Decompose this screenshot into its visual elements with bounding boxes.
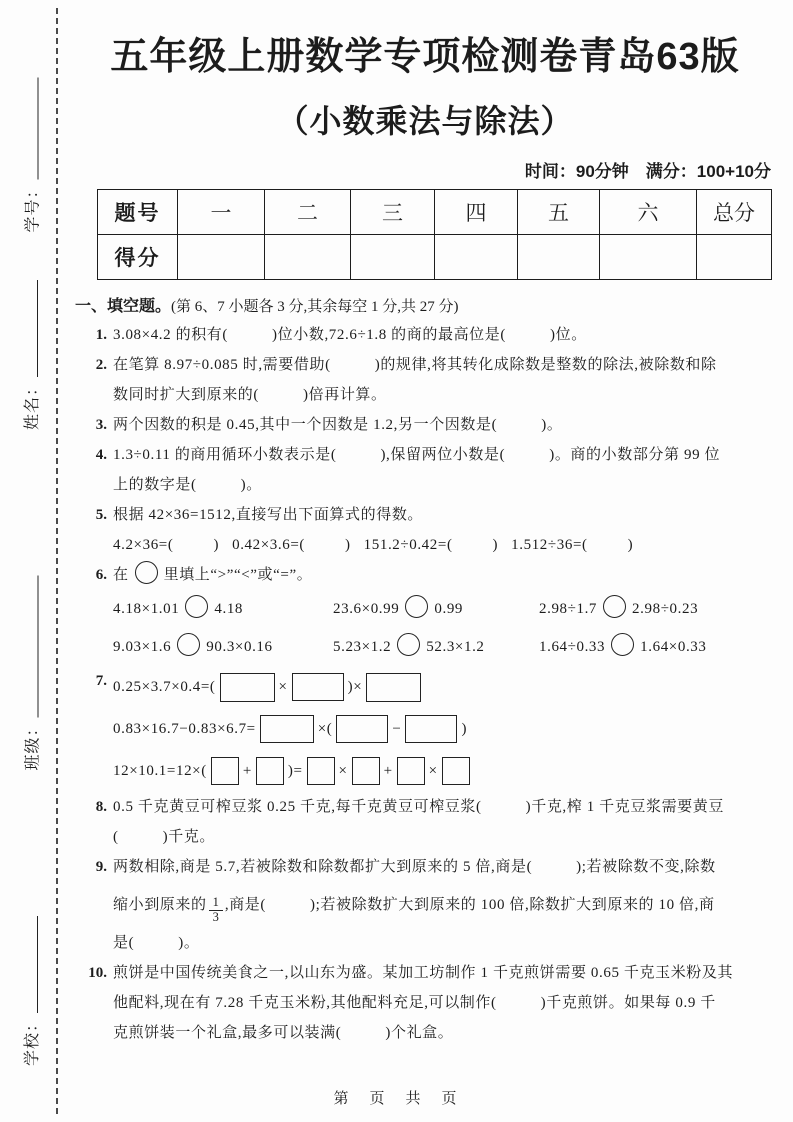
- margin-field-student-number: [16, 78, 46, 233]
- question-number: 1.: [95, 326, 107, 343]
- question-text: 两数相除,商是 5.7,若被除数和除数都扩大到原来的 5 倍,商是: [113, 858, 527, 875]
- question-line: [113, 628, 775, 666]
- answer-blank[interactable]: [129, 928, 184, 958]
- answer-blank[interactable]: [191, 470, 246, 500]
- question-body: [113, 560, 775, 666]
- question-body: [113, 320, 775, 350]
- question-body: [113, 350, 775, 410]
- question-text: 克煎饼装一个礼盒,最多可以装满: [113, 1024, 336, 1041]
- score-cell[interactable]: [265, 234, 351, 279]
- question-text: 2.98÷1.7: [539, 600, 598, 617]
- fraction-one-third: $\frac{1}{3}$: [209, 896, 223, 925]
- exam-info: 时间：90分钟 满分：100+10分: [524, 161, 771, 181]
- answer-box[interactable]: [352, 757, 380, 785]
- margin-field-student-name: [15, 280, 45, 430]
- question-text: 千克。: [168, 828, 216, 845]
- question-number: 6.: [95, 566, 107, 583]
- question-number: 7.: [95, 672, 107, 689]
- margin-field-class-name: [16, 576, 46, 771]
- answer-blank[interactable]: [491, 988, 546, 1018]
- answer-blank[interactable]: [336, 1018, 391, 1048]
- question-text: 52.3×1.2: [426, 638, 485, 655]
- comparison-item: [539, 590, 698, 628]
- question-4: [75, 440, 775, 500]
- section-one-header: [75, 293, 775, 316]
- question-text: 9.03×1.6: [113, 638, 172, 655]
- score-table-header: 一: [178, 189, 265, 234]
- question-text: 4.18×1.01: [113, 600, 180, 617]
- answer-box[interactable]: [405, 715, 457, 743]
- question-text: 数同时扩大到原来的: [113, 386, 254, 403]
- comparison-item: [113, 628, 333, 666]
- question-text: 90.3×0.16: [206, 638, 273, 655]
- question-text: 。: [546, 416, 563, 433]
- question-9: [75, 852, 775, 958]
- question-text: 4.2×36=: [113, 536, 168, 553]
- question-text: ;若被除数不变,除数: [581, 858, 716, 875]
- question-body: [113, 958, 775, 1048]
- question-text: 煎饼是中国传统美食之一,以山东为盛。某加工坊制作 1 千克煎饼需要 0.65 千克玉米粉及其: [113, 964, 734, 981]
- page-subtitle: （小数乘法与除法）: [276, 102, 574, 139]
- answer-box[interactable]: [292, 673, 344, 701]
- question-line: [113, 708, 775, 750]
- answer-blank[interactable]: [260, 882, 315, 928]
- score-cell[interactable]: [518, 234, 600, 279]
- question-text: 0.99: [434, 600, 464, 617]
- question-number: 9.: [95, 858, 107, 875]
- question-text: ×(: [317, 720, 333, 737]
- answer-blank[interactable]: [447, 530, 498, 560]
- score-table-header: 二: [265, 189, 351, 234]
- question-text: 12×10.1=12×(: [113, 762, 207, 779]
- answer-box[interactable]: [336, 715, 388, 743]
- comparison-circle[interactable]: [177, 633, 200, 656]
- question-5: [75, 500, 775, 560]
- question-body: [113, 500, 775, 560]
- score-table-header: 三: [351, 189, 435, 234]
- question-number: 2.: [95, 356, 107, 373]
- comparison-circle[interactable]: [603, 595, 626, 618]
- question-body: [113, 792, 775, 852]
- question-3: [75, 410, 775, 440]
- answer-box[interactable]: [397, 757, 425, 785]
- answer-box[interactable]: [366, 673, 421, 702]
- score-table: [97, 189, 772, 280]
- question-text: 是: [113, 934, 129, 951]
- answer-blank[interactable]: [168, 530, 219, 560]
- question-text: 。商的小数部分第 99 位: [554, 446, 721, 463]
- score-table-header: 总分: [697, 189, 772, 234]
- page-footer: 第 页 共 页: [333, 1090, 460, 1107]
- question-number: 4.: [95, 446, 107, 463]
- school-name-label: 学校：: [23, 1014, 41, 1066]
- question-text: 的规律,将其转化成除数是整数的除法,被除数和除: [380, 356, 717, 373]
- comparison-item: [333, 590, 539, 628]
- answer-blank[interactable]: [492, 410, 547, 440]
- answer-blank[interactable]: [222, 320, 277, 350]
- score-table-header: 五: [518, 189, 600, 234]
- question-text: )×: [347, 678, 363, 695]
- question-line: [113, 560, 775, 590]
- question-line: [113, 882, 775, 928]
- student-name-label: 姓名：: [23, 378, 41, 430]
- question-line: [113, 958, 775, 988]
- comparison-circle[interactable]: [405, 595, 428, 618]
- question-text: 位。: [555, 326, 587, 343]
- question-line: [113, 852, 775, 882]
- question-text: −: [392, 720, 402, 737]
- question-line: [113, 666, 775, 708]
- question-text: ;若被除数扩大到原来的 100 倍,除数扩大到原来的 10 倍,商: [315, 896, 715, 913]
- question-10: [75, 958, 775, 1048]
- question-text: 他配料,现在有 7.28 千克玉米粉,其他配料充足,可以制作: [113, 994, 492, 1011]
- answer-blank[interactable]: [500, 320, 555, 350]
- score-cell[interactable]: [697, 234, 772, 279]
- section-note: (第 6、7 小题各 3 分,其余每空 1 分,共 27 分): [171, 298, 459, 315]
- question-line: [113, 380, 775, 410]
- comparison-item: [539, 628, 707, 666]
- question-text: 。: [246, 476, 262, 493]
- question-text: 位小数,72.6÷1.8 的商的最高位是: [277, 326, 501, 343]
- question-text: 1.512÷36=: [511, 536, 582, 553]
- comparison-circle[interactable]: [135, 561, 158, 584]
- question-text: +: [383, 762, 393, 779]
- question-text: 0.83×16.7−0.83×6.7=: [113, 720, 256, 737]
- question-text: 里填上“>”“<”或“=”。: [163, 566, 313, 583]
- score-row-label: 得分: [98, 234, 178, 279]
- question-1: [75, 320, 775, 350]
- answer-blank[interactable]: [113, 822, 168, 852]
- question-8: [75, 792, 775, 852]
- question-text: 5.23×1.2: [333, 638, 392, 655]
- class-name-input-line[interactable]: [37, 576, 39, 718]
- answer-blank[interactable]: [500, 440, 555, 470]
- question-text: ,保留两位小数是: [386, 446, 500, 463]
- class-name-label: 班级：: [24, 719, 41, 771]
- student-name-input-line[interactable]: [36, 280, 38, 377]
- question-text: 根据 42×36=1512,直接写出下面算式的得数。: [113, 506, 424, 523]
- question-line: [113, 350, 775, 380]
- answer-box[interactable]: [256, 757, 284, 785]
- question-text: 1.3÷0.11 的商用循环小数表示是: [113, 446, 331, 463]
- question-text: 151.2÷0.42=: [363, 536, 447, 553]
- question-text: ,商是: [224, 896, 261, 913]
- question-line: [113, 590, 775, 628]
- question-text: 千克,榨 1 千克豆浆需要黄豆: [531, 798, 724, 815]
- answer-box[interactable]: [442, 757, 470, 785]
- answer-blank[interactable]: [325, 350, 380, 380]
- question-text: 0.42×3.6=: [232, 536, 300, 553]
- comparison-circle[interactable]: [611, 633, 634, 656]
- question-text: 3.08×4.2 的积有: [113, 326, 223, 343]
- score-table-header: 四: [435, 189, 518, 234]
- question-line: [113, 1018, 775, 1048]
- question-line: [113, 988, 775, 1018]
- margin-fold-line: [56, 8, 58, 1114]
- question-text: 在: [113, 566, 129, 583]
- question-line: [113, 500, 775, 530]
- question-line: [113, 470, 775, 500]
- question-text: 。: [183, 934, 200, 951]
- question-text: ×: [278, 678, 288, 695]
- question-list: [75, 320, 775, 1048]
- question-7: [75, 666, 775, 792]
- question-text: +: [242, 762, 252, 779]
- question-number: 5.: [95, 506, 107, 523]
- question-text: 0.25×3.7×0.4=(: [113, 678, 216, 695]
- question-line: [113, 440, 775, 470]
- question-body: [113, 410, 775, 440]
- question-line: [113, 750, 775, 792]
- score-table-corner-label: 题号: [98, 189, 178, 234]
- question-6: [75, 560, 775, 666]
- answer-box[interactable]: [211, 757, 239, 785]
- question-text: 2.98÷0.23: [632, 600, 699, 617]
- question-line: [113, 320, 775, 350]
- question-line: [113, 822, 775, 852]
- answer-box[interactable]: [220, 673, 275, 702]
- school-name-input-line[interactable]: [36, 916, 38, 1013]
- question-number: 3.: [95, 416, 107, 433]
- answer-blank[interactable]: [299, 530, 350, 560]
- score-cell[interactable]: [600, 234, 697, 279]
- section-title: 一、填空题。: [75, 297, 172, 315]
- question-2: [75, 350, 775, 410]
- student-number-input-line[interactable]: [37, 78, 39, 180]
- question-line: [113, 928, 775, 958]
- score-table-header: 六: [600, 189, 697, 234]
- answer-box[interactable]: [260, 715, 314, 743]
- comparison-circle[interactable]: [397, 633, 420, 656]
- answer-blank[interactable]: [253, 380, 308, 410]
- question-text: 缩小到原来的: [113, 896, 207, 913]
- question-text: 23.6×0.99: [333, 600, 400, 617]
- page-title: 五年级上册数学专项检测卷青岛63版: [110, 36, 740, 78]
- question-text: 两个因数的积是 0.45,其中一个因数是 1.2,另一个因数是: [113, 416, 492, 433]
- question-text: )=: [287, 762, 303, 779]
- question-text: 4.18: [214, 600, 244, 617]
- question-text: ×: [338, 762, 348, 779]
- question-text: 个礼盒。: [390, 1024, 454, 1041]
- question-text: 1.64÷0.33: [539, 638, 606, 655]
- question-text: 0.5 千克黄豆可榨豆浆 0.25 千克,每千克黄豆可榨豆浆: [113, 798, 477, 815]
- answer-blank[interactable]: [476, 792, 531, 822]
- score-cell[interactable]: [435, 234, 518, 279]
- question-text: 倍再计算。: [308, 386, 387, 403]
- margin-field-school-name: [15, 916, 45, 1066]
- comparison-circle[interactable]: [185, 595, 208, 618]
- question-number: 10.: [88, 964, 107, 981]
- question-line: [113, 410, 775, 440]
- question-text: ): [461, 720, 468, 737]
- score-cell[interactable]: [178, 234, 265, 279]
- student-number-label: 学号：: [24, 181, 41, 233]
- question-number: 8.: [95, 798, 107, 815]
- question-body: [113, 666, 775, 792]
- answer-blank[interactable]: [331, 440, 386, 470]
- question-text: 在笔算 8.97÷0.085 时,需要借助: [113, 356, 326, 373]
- question-body: [113, 852, 775, 958]
- answer-blank[interactable]: [582, 530, 633, 560]
- exam-content: [75, 0, 775, 1048]
- score-cell[interactable]: [351, 234, 435, 279]
- comparison-item: [333, 628, 539, 666]
- answer-box[interactable]: [307, 757, 335, 785]
- question-text: ×: [428, 762, 438, 779]
- question-body: [113, 440, 775, 500]
- question-text: 千克煎饼。如果每 0.9 千: [546, 994, 716, 1011]
- comparison-item: [113, 590, 333, 628]
- answer-blank[interactable]: [527, 852, 582, 882]
- question-line: [113, 530, 775, 560]
- question-text: 1.64×0.33: [640, 638, 707, 655]
- question-line: [113, 792, 775, 822]
- question-text: 上的数字是: [113, 476, 192, 493]
